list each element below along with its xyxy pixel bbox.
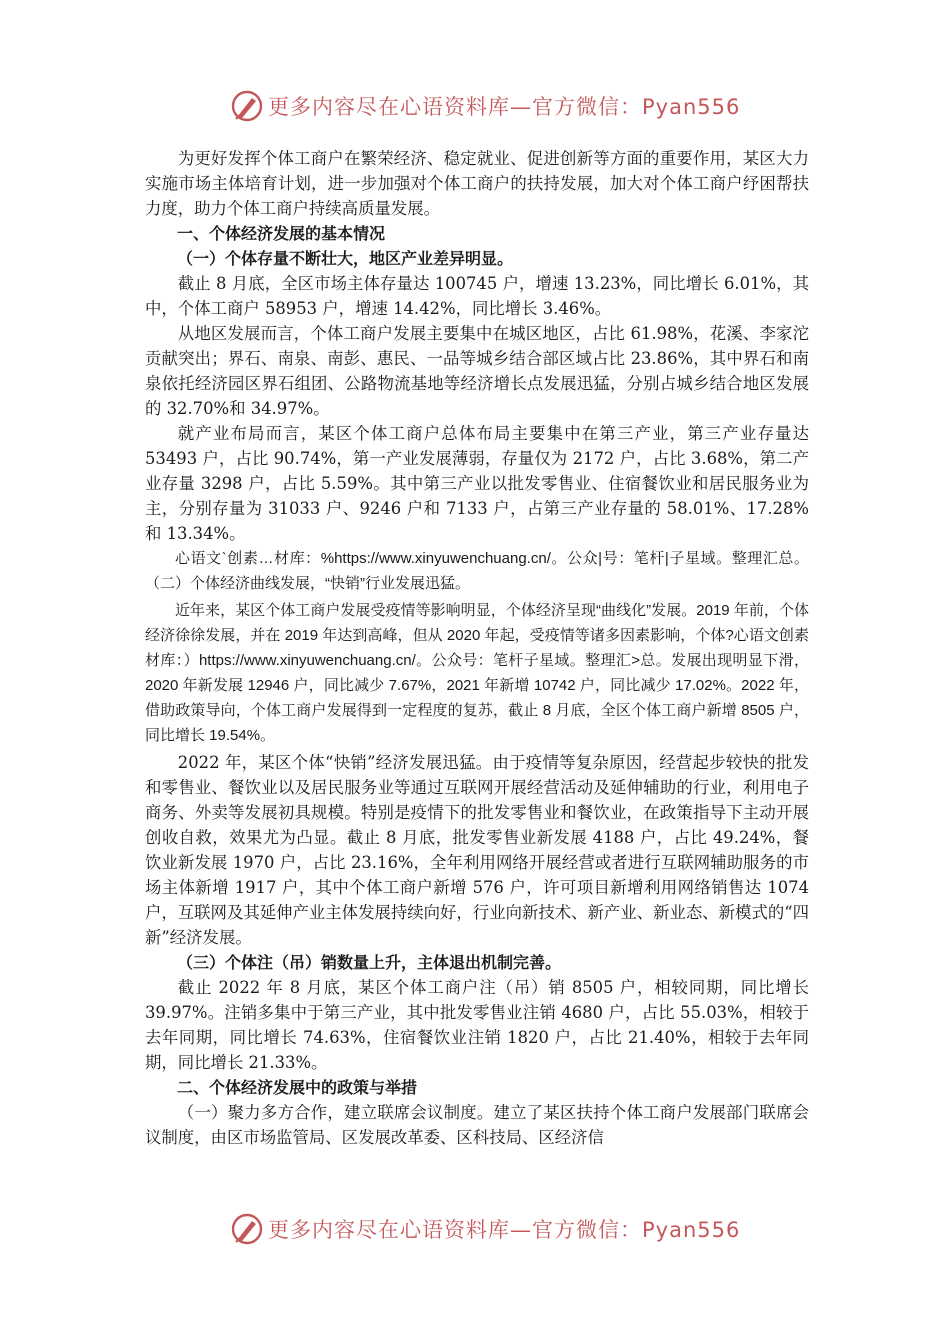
paragraph: 近年来，某区个体工商户发展受疫情等影响明显，个体经济呈现“曲线化”发展。2019 年前，个体经济徐徐发展，并在 2019 年达到高峰，但从 2020 年起，受疫情等诸多因素影响，个体?心语文创素材库：）https://www.xinyuwenchuang.cn/。公众号：笔杆子星域。整理汇>总。发展出现明显下滑，2020 年新发展 12946 户，同比减少 7.67%，2021 年新增 10742 户，同比减少 17.02%。2022 年，借助政策导向，个体工商户发展得到一定程度的复苏，截止 8 月底，全区个体工商户新增 8505 户，同比增长 19.54%。	[145, 602, 809, 744]
paragraph: 2022 年，某区个体“快销”经济发展迅猛。由于疫情等复杂原因，经营起步较快的批发和零售业、餐饮业以及居民服务业等通过互联网开展经营活动及延伸辅助的行业，利用电子商务、外卖等发展初具规模。特别是疫情下的批发零售业和餐饮业，在政策指导下主动开展创收自救，效果尤为凸显。截止 8 月底，批发零售业新发展 4188 户，占比 49.24%，餐饮业新发展 1970 户，占比 23.16%，全年利用网络开展经营或者进行互联网辅助服务的市场主体新增 1917 户，其中个体工商户新增 576 户，许可项目新增利用网络销售达 1074 户，互联网及其延伸产业主体发展持续向好，行业向新技术、新产业、新业态、新模式的“四新”经济发展。	[145, 753, 810, 947]
header-banner	[230, 86, 740, 126]
section-heading: 二、个体经济发展中的政策与举措	[177, 1078, 418, 1097]
section-heading: 一、个体经济发展的基本情况	[177, 224, 386, 243]
paragraph: 为更好发挥个体工商户在繁荣经济、稳定就业、促进创新等方面的重要作用，某区大力实施市场主体培育计划，进一步加强对个体工商户的扶持发展，加大对个体工商户纾困帮扶力度，助力个体工商户持续高质量发展。	[145, 149, 809, 218]
banner-text: 更多内容尽在心语资料库—官方微信：Pyan556	[268, 95, 741, 119]
pen-brush-logo-icon	[230, 1212, 264, 1246]
paragraph: 就产业布局而言，某区个体工商户总体布局主要集中在第三产业，第三产业存量达 53493 户，占比 90.74%，第一产业发展薄弱，存量仅为 2172 户，占比 3.68%，第二产业存量 3298 户，占比 5.59%。其中第三产业以批发零售业、住宿餐饮业和居民服务业为主，分别存量为 31033 户、9246 户和 7133 户，占第三产业存量的 58.01%、17.28%和 13.34%。	[145, 424, 809, 543]
paragraph-watermark: 心语文`创素…材库：%https://www.xinyuwenchuang.cn/。公众|号：笔杆|子星域。整理汇总。（二）个体经济曲线发展，“快销”行业发展迅猛。	[145, 550, 809, 592]
paragraph: 从地区发展而言，个体工商户发展主要集中在城区地区，占比 61.98%，花溪、李家沱贡献突出；界石、南泉、南彭、惠民、一品等城乡结合部区域占比 23.86%，其中界石和南泉依托经济园区界石组团、公路物流基地等经济增长点发展迅猛，分别占城乡结合地区发展的 32.70%和 34.97%。	[145, 324, 809, 418]
pen-brush-logo-icon	[230, 89, 264, 123]
document-body	[145, 146, 809, 1150]
paragraph: 截止 8 月底，全区市场主体存量达 100745 户，增速 13.23%，同比增长 6.01%，其中，个体工商户 58953 户，增速 14.42%，同比增长 3.46%。	[145, 274, 809, 318]
subsection-heading: （三）个体注（吊）销数量上升，主体退出机制完善。	[177, 953, 562, 972]
paragraph: （一）聚力多方合作，建立联席会议制度。建立了某区扶持个体工商户发展部门联席会议制度，由区市场监管局、区发展改革委、区科技局、区经济信	[145, 1103, 809, 1147]
banner-text: 更多内容尽在心语资料库—官方微信：Pyan556	[268, 1218, 741, 1242]
subsection-heading: （一）个体存量不断壮大，地区产业差异明显。	[177, 249, 514, 268]
footer-banner	[230, 1209, 740, 1249]
paragraph: 截止 2022 年 8 月底，某区个体工商户注（吊）销 8505 户，相较同期，同比增长 39.97%。注销多集中于第三产业，其中批发零售业注销 4680 户，占比 55.03%，相较于去年同期，同比增长 74.63%，住宿餐饮业注销 1820 户，占比 21.40%，相较于去年同期，同比增长 21.33%。	[145, 978, 809, 1072]
